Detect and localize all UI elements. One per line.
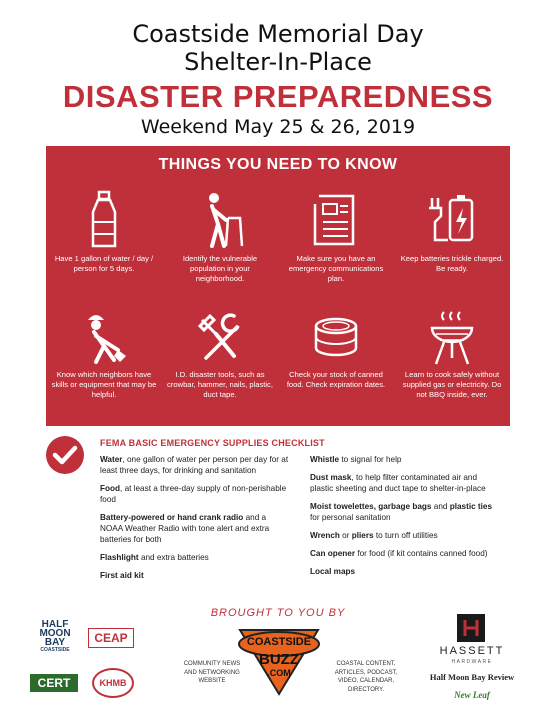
tip-caption: Have 1 gallon of water / day / person for 5 days. [54, 254, 154, 273]
canned-food-icon [306, 310, 366, 366]
coastal-content-text: COASTAL CONTENT, ARTICLES, PODCAST, VIDEO, CALENDAR, DIRECTORY. [334, 661, 398, 693]
checklist-item: Local maps [310, 567, 356, 576]
hardware-text: HARDWARE [451, 659, 493, 665]
tip-caption: Know which neighbors have skills or equipment that may be helpful. [51, 370, 157, 399]
tip-tools [162, 310, 278, 400]
checklist-item: Can opener for food (if kit contains canned food) [310, 549, 488, 558]
checklist-item: Whistle to signal for help [310, 455, 402, 464]
walker-person-icon [190, 190, 250, 250]
khmb-logo: KHMB [92, 668, 134, 698]
date-line: Weekend May 25 & 26, 2019 [140, 116, 416, 138]
community-news-text: COMMUNITY NEWS AND NETWORKING WEBSITE [183, 661, 241, 684]
tip-caption: Identify the vulnerable population in your neighborhood. [182, 254, 258, 283]
hassett-logo: HASSETT [439, 645, 505, 657]
tip-vulnerable [162, 190, 278, 284]
tip-caption: Keep batteries trickle charged. Be ready. [400, 254, 504, 273]
worker-shovel-icon [74, 310, 134, 366]
checklist-item: Food, at least a three-day supply of non-perishable food [100, 484, 287, 504]
checklist-item: Flashlight and extra batteries [100, 553, 209, 562]
tip-neighbors [46, 310, 162, 400]
cert-logo: CERT [30, 674, 78, 692]
tip-caption: Make sure you have an emergency communications plan. [288, 254, 384, 283]
checklist-item: Dust mask, to help filter contaminated air and plastic sheeting and duct tape to shelter-in-place [310, 473, 486, 493]
water-bottle-icon [84, 190, 124, 250]
things-to-know-panel [46, 146, 510, 426]
checklist-item: Water, one gallon of water per person per day for at least three days, for drinking and sanitation [100, 455, 289, 475]
new-leaf-logo: New Leaf [454, 690, 490, 700]
grill-icon [422, 310, 482, 366]
title-line-1: Coastside Memorial Day [132, 20, 424, 48]
coastside-buzz-logo: COASTSIDE BUZZ .COM [236, 626, 322, 696]
tip-batteries [394, 190, 510, 274]
tip-caption: Learn to cook safely without supplied gas or electricity. Do not BBQ inside, ever. [402, 370, 502, 399]
tools-icon [190, 310, 250, 366]
battery-plug-icon [422, 190, 482, 250]
ceap-logo: CEAP [88, 628, 134, 648]
brought-to-you-by: BROUGHT TO YOU BY [210, 607, 346, 619]
title-line-2: Shelter-In-Place [184, 48, 372, 76]
tip-water [46, 190, 162, 274]
checklist-item: First aid kit [100, 571, 144, 580]
tip-communication [278, 190, 394, 284]
checkmark-icon [46, 436, 84, 474]
newspaper-icon [311, 190, 361, 250]
checklist-left-column [100, 454, 290, 588]
main-heading: DISASTER PREPAREDNESS [62, 79, 494, 114]
panel-title: THINGS YOU NEED TO KNOW [158, 156, 398, 173]
tip-cook-safely [394, 310, 510, 400]
checklist-right-column [310, 454, 500, 584]
checklist-item: Battery-powered or hand crank radio and a NOAA Weather Radio with tone alert and extra batteries for both [100, 513, 270, 544]
checklist-title: FEMA BASIC EMERGENCY SUPPLIES CHECKLIST [100, 438, 325, 448]
tip-caption: Check your stock of canned food. Check expiration dates. [286, 370, 386, 389]
tip-canned-food [278, 310, 394, 390]
tip-caption: I.D. disaster tools, such as crowbar, hammer, nails, plastic, duct tape. [167, 370, 273, 399]
checklist-item: Moist towelettes, garbage bags and plastic ties for personal sanitation [310, 502, 493, 522]
half-moon-bay-logo: HALF MOON BAY COASTSIDE [39, 619, 71, 653]
hassett-h-icon [457, 614, 485, 642]
checklist-item: Wrench or pliers to turn off utilities [310, 531, 438, 540]
hmb-review-logo: Half Moon Bay Review [429, 672, 515, 682]
